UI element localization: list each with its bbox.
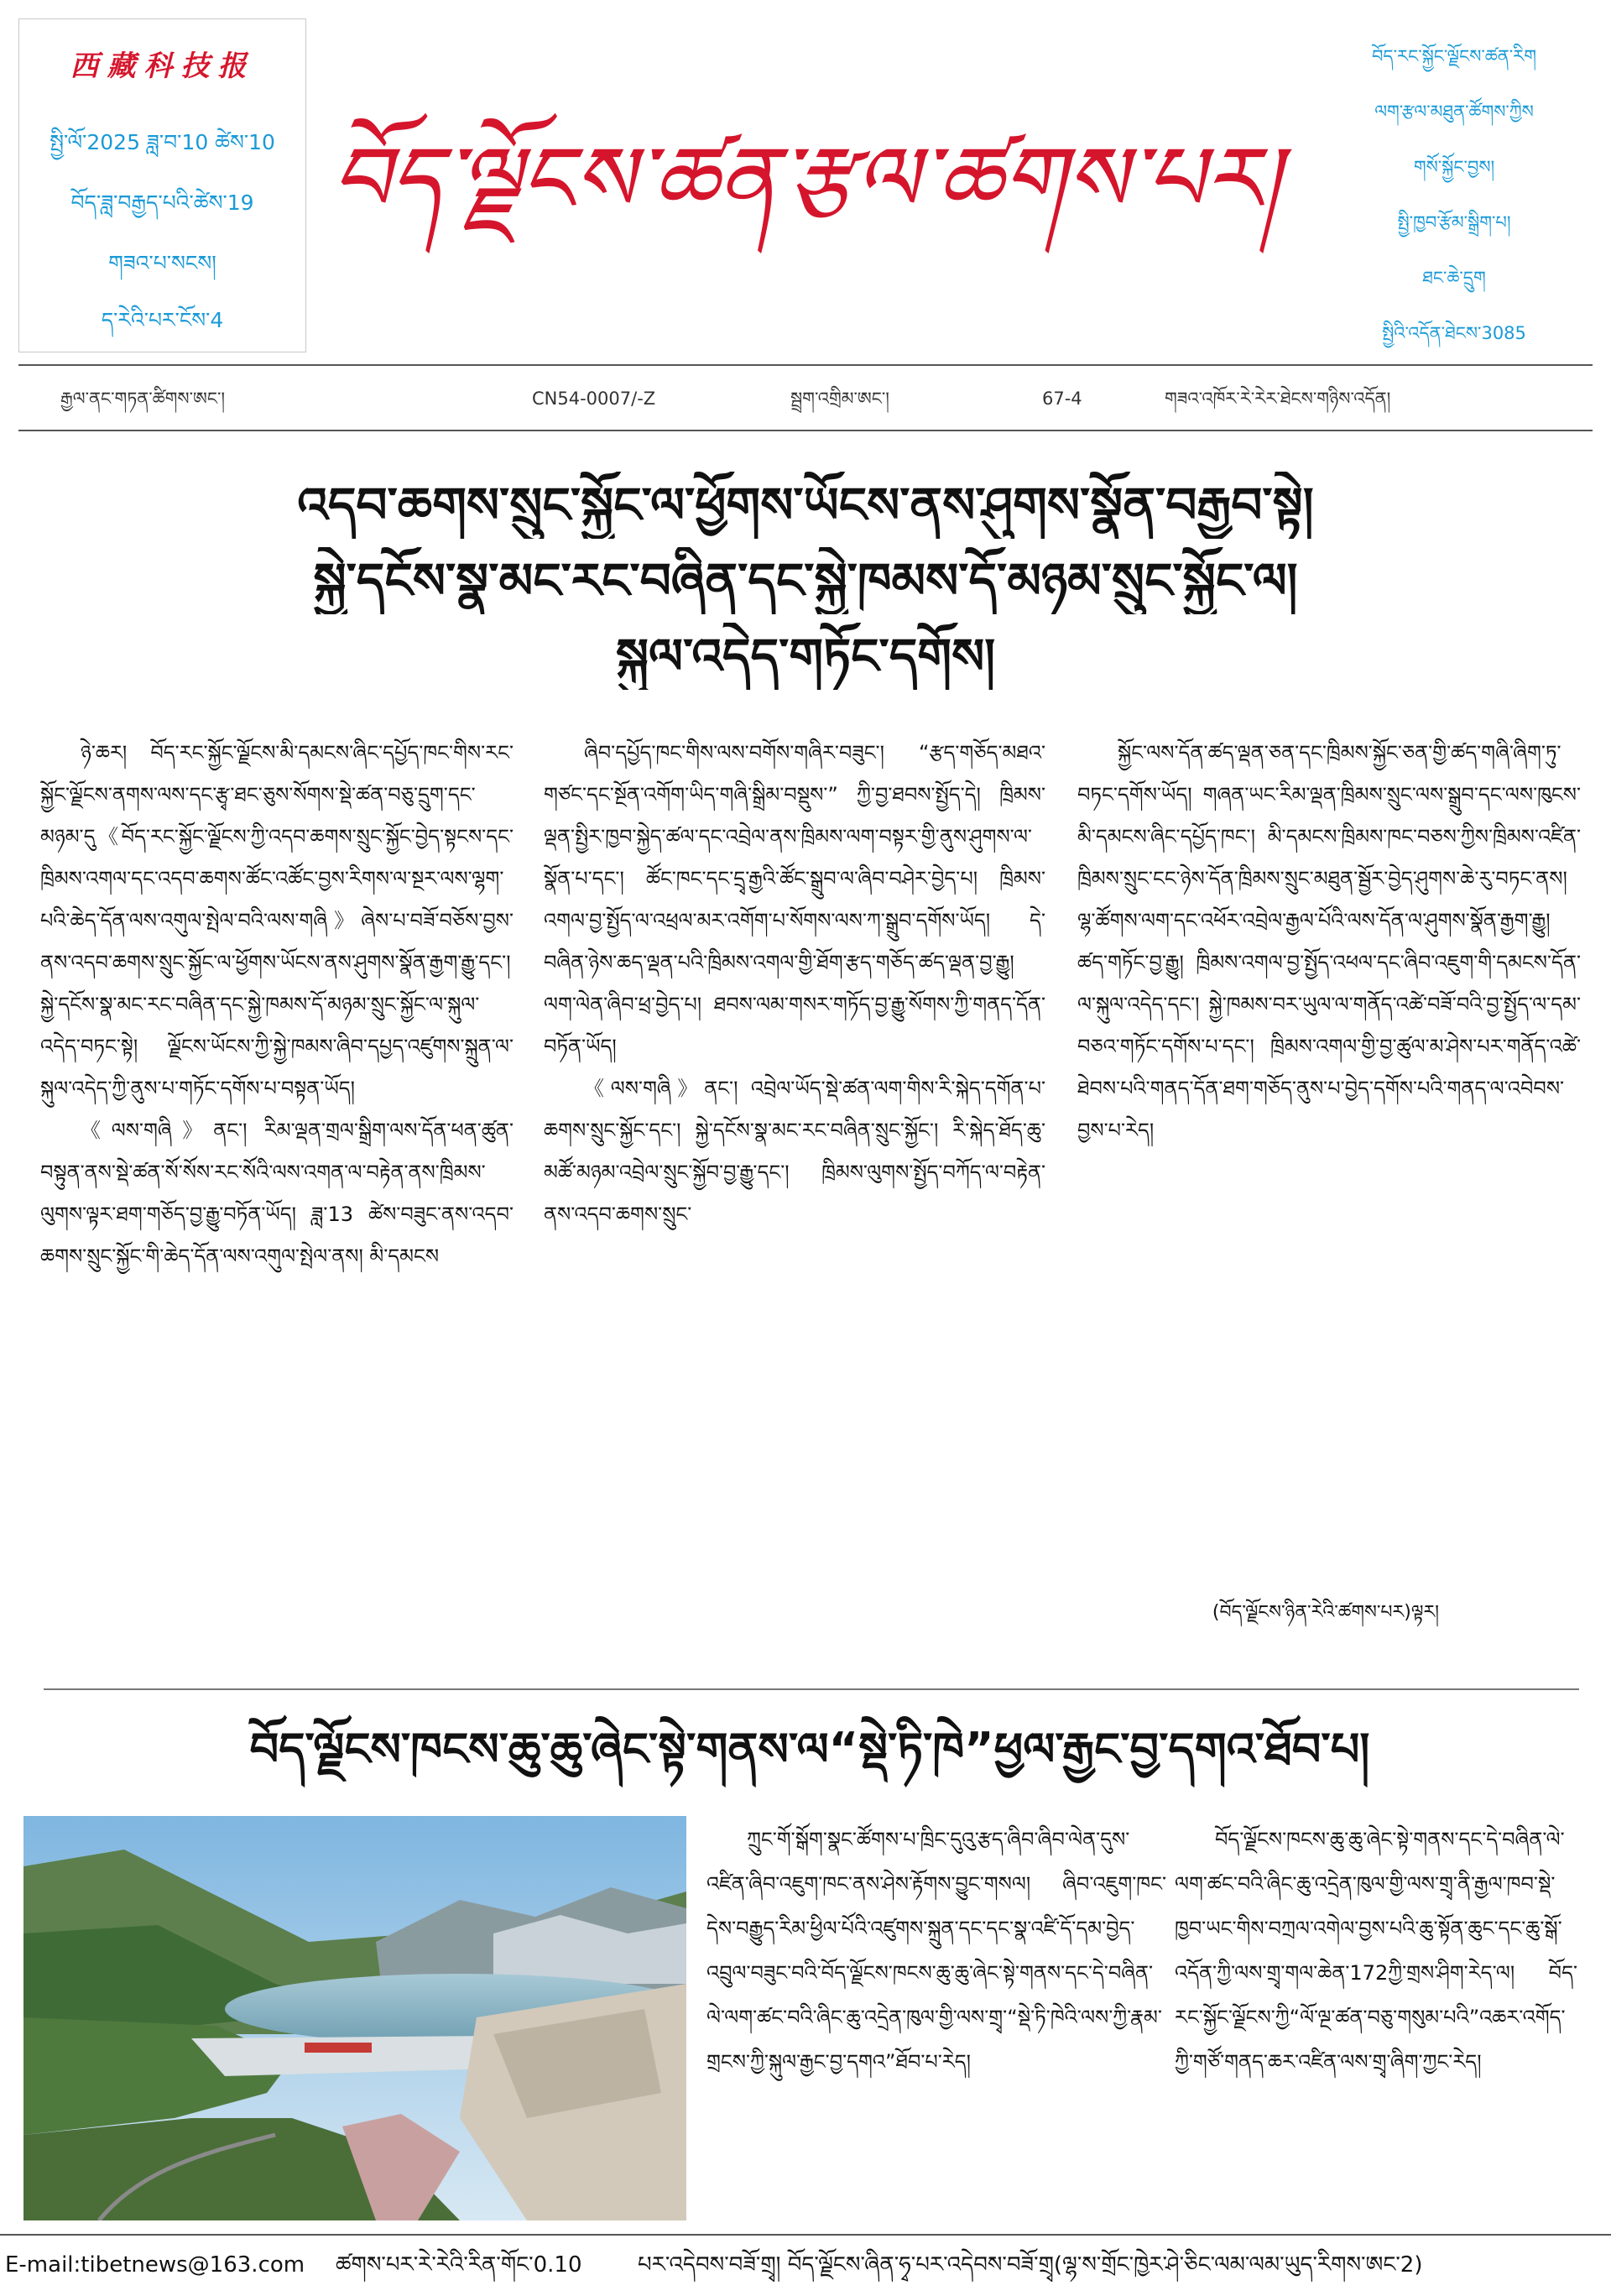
publisher-line: བོད་རང་སྐྱོང་ལྗོངས་ཚན་རིག	[1371, 46, 1537, 66]
printer-info: པར་འདེབས་བཟོ་གྲྭ། བོད་ལྗོངས་ཞིན་ཧྭ་པར་འདེབས་བཟོ་གྲྭ(ལྷ་ས་གྲོང་ཁྱེར་ཤེ་ཅིང་ལམ་ལམ་ཡུད་རིགས་ཨང་2)	[638, 2252, 1423, 2278]
lunar-date: བོད་ཟླ་བརྒྱད་པའི་ཚེས་19	[70, 190, 254, 215]
issue-number: སྤྱིའི་འདོན་ཐེངས་3085	[1382, 323, 1526, 343]
issue-date: སྤྱི་ལོ་2025 ཟླ་བ་10 ཚེས་10	[50, 130, 275, 154]
article1-headline-line2: སྐྱེ་དངོས་སྣ་མང་རང་བཞིན་དང་སྐྱེ་ཁམས་དོ་མཉམ་སྲུང་སྐྱོང་ལ།	[313, 552, 1298, 609]
chinese-paper-name: 西藏科技报	[70, 50, 255, 83]
weekday: གཟའ་པ་སངས།	[108, 251, 216, 275]
article2-headline: བོད་ལྗོངས་ཁངས་ཆུ་ཆུ་ཞེང་སྟེ་གནས་ལ“སྡེ་ཏི་ཁེ”ཕྱལ་རྒྱང་བྱ་དགའ་ཐོབ་པ།	[249, 1723, 1370, 1776]
article2-paragraph: བོད་ལྗོངས་ཁངས་ཆུ་ཆུ་ཞེང་སྟེ་གནས་དང་དེ་བཞིན་ལེ་ལག་ཚང་བའི་ཞིང་ཆུ་འདྲེན་ཁུལ་གྱི་ལས་གྲྭ་ནི་རྒྱལ་ཁབ་སྡེ་ཁྱབ་ཡང་གིས་བཀྲལ་འགེལ་བྱས་པའི་ཆུ་སྟོན་ཆུང་དང་ཆུ་སྒོ་འདོན་ཀྱི་ལས་གྲྭ་གལ་ཆེན་172ཀྱི་གྲས་ཤིག་རེད་ལ། བོད་རང་སྐྱོང་ལྗོངས་ཀྱི“ལོ་ལྔ་ཚན་བཅུ་གསུམ་པའི”འཆར་འགོད་ཀྱི་གཙོ་གནད་ཆར་འཛིན་ལས་གྲྭ་ཞིག་ཀྱང་རེད།	[1175, 1828, 1577, 2074]
post-number: 67-4	[1042, 389, 1082, 409]
article1-headline-line1: འདབ་ཆགས་སྲུང་སྐྱོང་ལ་ཕྱོགས་ཡོངས་ནས་ཤུགས་སྣོན་བརྒྱབ་སྟེ།	[297, 477, 1314, 534]
article1-byline: (བོད་ལྗོངས་ཉིན་རེའི་ཚགས་པར)ལྟར།	[1212, 1602, 1440, 1623]
article2-column-2	[1175, 1818, 1577, 2222]
editor-title: སྤྱི་ཁྱབ་རྩོམ་སྒྲིག་པ།	[1397, 212, 1511, 232]
article1-paragraph: སྐྱོང་ལས་དོན་ཚད་ལྡན་ཅན་དང་ཁྲིམས་སྐྱོང་ཅན་གྱི་ཚད་གཞི་ཞིག་ཏུ་བཏང་དགོས་ཡོད། གཞན་ཡང་རིམ་ལྡན་ཁྲིམས་སྲུང་ལས་སྒྲུབ་དང་ལས་ཁུངས་མི་དམངས་ཞིང་དཔྱོད་ཁང་། མི་དམངས་ཁྲིམས་ཁང་བཅས་ཀྱིས་ཁྲིམས་འཛིན་ཁྲིམས་སྲུང་ངང་ཉེས་དོན་ཁྲིམས་སྲུང་མཐུན་སྦྱོར་བྱེད་ཤུགས་ཆེ་རུ་བཏང་ནས། ལྷ་ཚོགས་ལག་དང་འཕོར་འབྲེལ་རྒྱལ་པོའི་ལས་དོན་ལ་ཤུགས་སྣོན་རྒྱག་རྒྱུ། ཚད་གཏོང་བྱ་རྒྱུ། ཁྲིམས་འགལ་བྱ་སྤྱོད་འཕལ་དང་ཞིབ་འཇུག་གི་དམངས་དོན་ལ་སྐུལ་འདེད་དང་། སྐྱེ་ཁམས་བར་ཡུལ་ལ་གནོད་འཚེ་བཟོ་བའི་བྱ་སྤྱོད་ལ་དམ་བཅའ་གཏོང་དགོས་པ་དང་། ཁྲིམས་འགལ་གྱི་བྱ་ཚུལ་མ་ཤེས་པར་གནོད་འཚེ་ཐེབས་པའི་གནད་དོན་ཐག་གཅོད་ནུས་པ་བྱེད་དགོས་པའི་གནད་ལ་འབེབས་བྱས་པ་རེད།	[1077, 741, 1581, 1142]
article1-headline-line3: སྐུལ་འདེད་གཏོང་དགོས།	[615, 628, 996, 685]
cn-number: CN54-0007/-Z	[532, 389, 656, 409]
registration-bar	[18, 364, 1593, 431]
cn-label: རྒྱལ་ནང་གཏན་ཚིགས་ཨང་།	[60, 389, 226, 409]
section-divider	[44, 1688, 1579, 1690]
editor-name: ཐང་ཆེ་དྲུག	[1422, 268, 1486, 288]
article1-paragraph: ཉེ་ཆར། བོད་རང་སྐྱོང་ལྗོངས་མི་དམངས་ཞིང་དཔྱོད་ཁང་གིས་རང་སྐྱོང་ལྗོངས་ནགས་ལས་དང་རྩྭ་ཐང་ཅུས་སོགས་སྡེ་ཚན་བཅུ་དྲུག་དང་མཉམ་དུ《བོད་རང་སྐྱོང་ལྗོངས་ཀྱི་འདབ་ཆགས་སྲུང་སྐྱོང་བྱེད་སྟངས་དང་ཁྲིམས་འགལ་དང་འདབ་ཆགས་ཚོང་འཚོང་བྱས་རིགས་ལ་སྔར་ལས་ལྷག་པའི་ཆེད་དོན་ལས་འགུལ་སྤེལ་བའི་ལས་གཞི》ཞེས་པ་བཟོ་བཅོས་བྱས་ནས་འདབ་ཆགས་སྲུང་སྐྱོང་ལ་ཕྱོགས་ཡོངས་ནས་ཤུགས་སྣོན་རྒྱག་རྒྱུ་དང་། སྐྱེ་དངོས་སྣ་མང་རང་བཞིན་དང་སྐྱེ་ཁམས་དོ་མཉམ་སྲུང་སྐྱོང་ལ་སྐུལ་འདེད་བཏང་སྟེ། ལྗོངས་ཡོངས་ཀྱི་སྐྱེ་ཁམས་ཞིབ་དཔྱད་འཛུགས་སྐྲུན་ལ་སྐུལ་འདེད་ཀྱི་ནུས་པ་གཏོང་དགོས་པ་བསྟན་ཡོད།	[40, 741, 514, 1100]
publication-note: གཟའ་འཁོར་རེ་རེར་ཐེངས་གཉིས་འདོན།	[1165, 389, 1391, 409]
price: ཚགས་པར་རེ་རེའི་རིན་གོང་0.10	[336, 2252, 582, 2278]
article1-column-2	[544, 732, 1045, 1621]
article1-paragraph: 《ལས་གཞི》ནང་། འབྲེལ་ཡོད་སྡེ་ཚན་ལག་གིས་རི་སྐེད་དགོན་པ་ཆགས་སྲུང་སྐྱོང་དང་། སྐྱེ་དངོས་སྣ་མང་རང་བཞིན་སྲུང་སྐྱོང་། རི་སྐེད་ཐོད་ཆུ་མཚོ་མཉམ་འབྲེལ་སྲུང་སྐྱོབ་བྱ་རྒྱུ་དང་། ཁྲིམས་ལུགས་སྤྱོད་བཀོད་ལ་བརྟེན་ནས་འདབ་ཆགས་སྲུང་	[544, 1077, 1045, 1226]
footer-bar	[0, 2234, 1611, 2296]
article1-column-1	[40, 732, 514, 1621]
masthead-info-left	[18, 18, 306, 352]
publisher-line: གསོ་སྐྱོང་བྱས།	[1413, 157, 1495, 177]
article1-paragraph: ཞིབ་དཔྱོད་ཁང་གིས་ལས་བགོས་གཞིར་བཟུང་། “རྩད་གཅོད་མཐའ་གཙང་དང་སྔོན་འགོག་ཡིད་གཞི་སྒྲིམ་བསྡུས་” ཀྱི་བྱ་ཐབས་སྤྱོད་དེ། ཁྲིམས་ལྡན་སྤྱིར་ཁྱབ་སྐྱེད་ཚལ་དང་འབྲེལ་ནས་ཁྲིམས་ལག་བསྟར་གྱི་ནུས་ཤུགས་ལ་སྣོན་པ་དང་། ཚོང་ཁང་དང་དྲྭ་རྒྱའི་ཚོང་སྒྲུབ་ལ་ཞིབ་བཤེར་བྱེད་པ། ཁྲིམས་འགལ་བྱ་སྤྱོད་ལ་འཕྲལ་མར་འགོག་པ་སོགས་ལས་ཀ་སྒྲུབ་དགོས་ཡོད། དེ་བཞིན་ཉེས་ཆད་ལྡན་པའི་ཁྲིམས་འགལ་གྱི་ཐོག་རྩད་གཅོད་ཚད་ལྡན་བྱ་རྒྱུ། ལག་ལེན་ཞིབ་ཕྲ་བྱེད་པ། ཐབས་ལམ་གསར་གཏོད་བྱ་རྒྱུ་སོགས་ཀྱི་གནད་དོན་བཏོན་ཡོད།	[544, 741, 1045, 1058]
masthead-title: བོད་ལྗོངས་ཚན་རྩལ་ཚགས་པར།	[331, 128, 1280, 232]
article2-column-1	[706, 1818, 1166, 2222]
article1-column-3	[1077, 732, 1581, 1579]
masthead-info-right	[1316, 18, 1593, 352]
publisher-line: ལག་རྩལ་མཐུན་ཚོགས་ཀྱིས	[1374, 102, 1534, 122]
post-label: སྦྲག་འགྲིམ་ཨང་།	[790, 389, 889, 409]
dam-reservoir-photo	[23, 1816, 686, 2220]
page-count: ད་རེའི་པར་ངོས་4	[101, 308, 224, 332]
reservoir-landscape-image	[23, 1816, 686, 2220]
article1-paragraph: 《ལས་གཞི》ནང་། རིམ་ལྡན་གྲལ་སྒྲིག་ལས་དོན་ཕན་ཚུན་བསྟུན་ནས་སྡེ་ཚན་སོ་སོས་རང་སོའི་ལས་འགན་ལ་བརྟེན་ནས་ཁྲིམས་ལུགས་ལྟར་ཐག་གཅོད་བྱ་རྒྱུ་བཏོན་ཡོད། ཟླ་13 ཚེས་བཟུང་ནས་འདབ་ཆགས་སྲུང་སྐྱོང་གི་ཆེད་དོན་ལས་འགུལ་སྤེལ་ནས། མི་དམངས	[40, 1119, 514, 1268]
contact-email: E-mail:tibetnews@163.com	[5, 2252, 305, 2278]
article2-paragraph: ཀྲུང་གོ་སྒོག་སྣང་ཚོགས་པ་ཁྲིང་དུའུ་རྩད་ཞིབ་ཞིབ་ལེན་དུས་འཛིན་ཞིབ་འཇུག་ཁང་ནས་ཤེས་རྟོགས་བྱུང་གསལ། ཞིབ་འཇུག་ཁང་དེས་བརྒྱུད་རིམ་ཕྱིལ་པོའི་འཛུགས་སྐྲུན་དང་དང་སྣ་འཛི་དོ་དམ་བྱེད་འབྲུལ་བཟུང་བའི་བོད་ལྗོངས་ཁངས་ཆུ་ཆུ་ཞེང་སྟེ་གནས་དང་དེ་བཞིན་ལེ་ལག་ཚང་བའི་ཞིང་ཆུ་འདྲེན་ཁུལ་གྱི་ལས་གྲྭ་“སྡེ་ཏི་ཁེའི་ལས་ཀྱི་རྣམ་གྲངས་ཀྱི་སྐུལ་རྒྱང་བྱ་དགའ”ཐོབ་པ་རེད།	[706, 1828, 1166, 2074]
